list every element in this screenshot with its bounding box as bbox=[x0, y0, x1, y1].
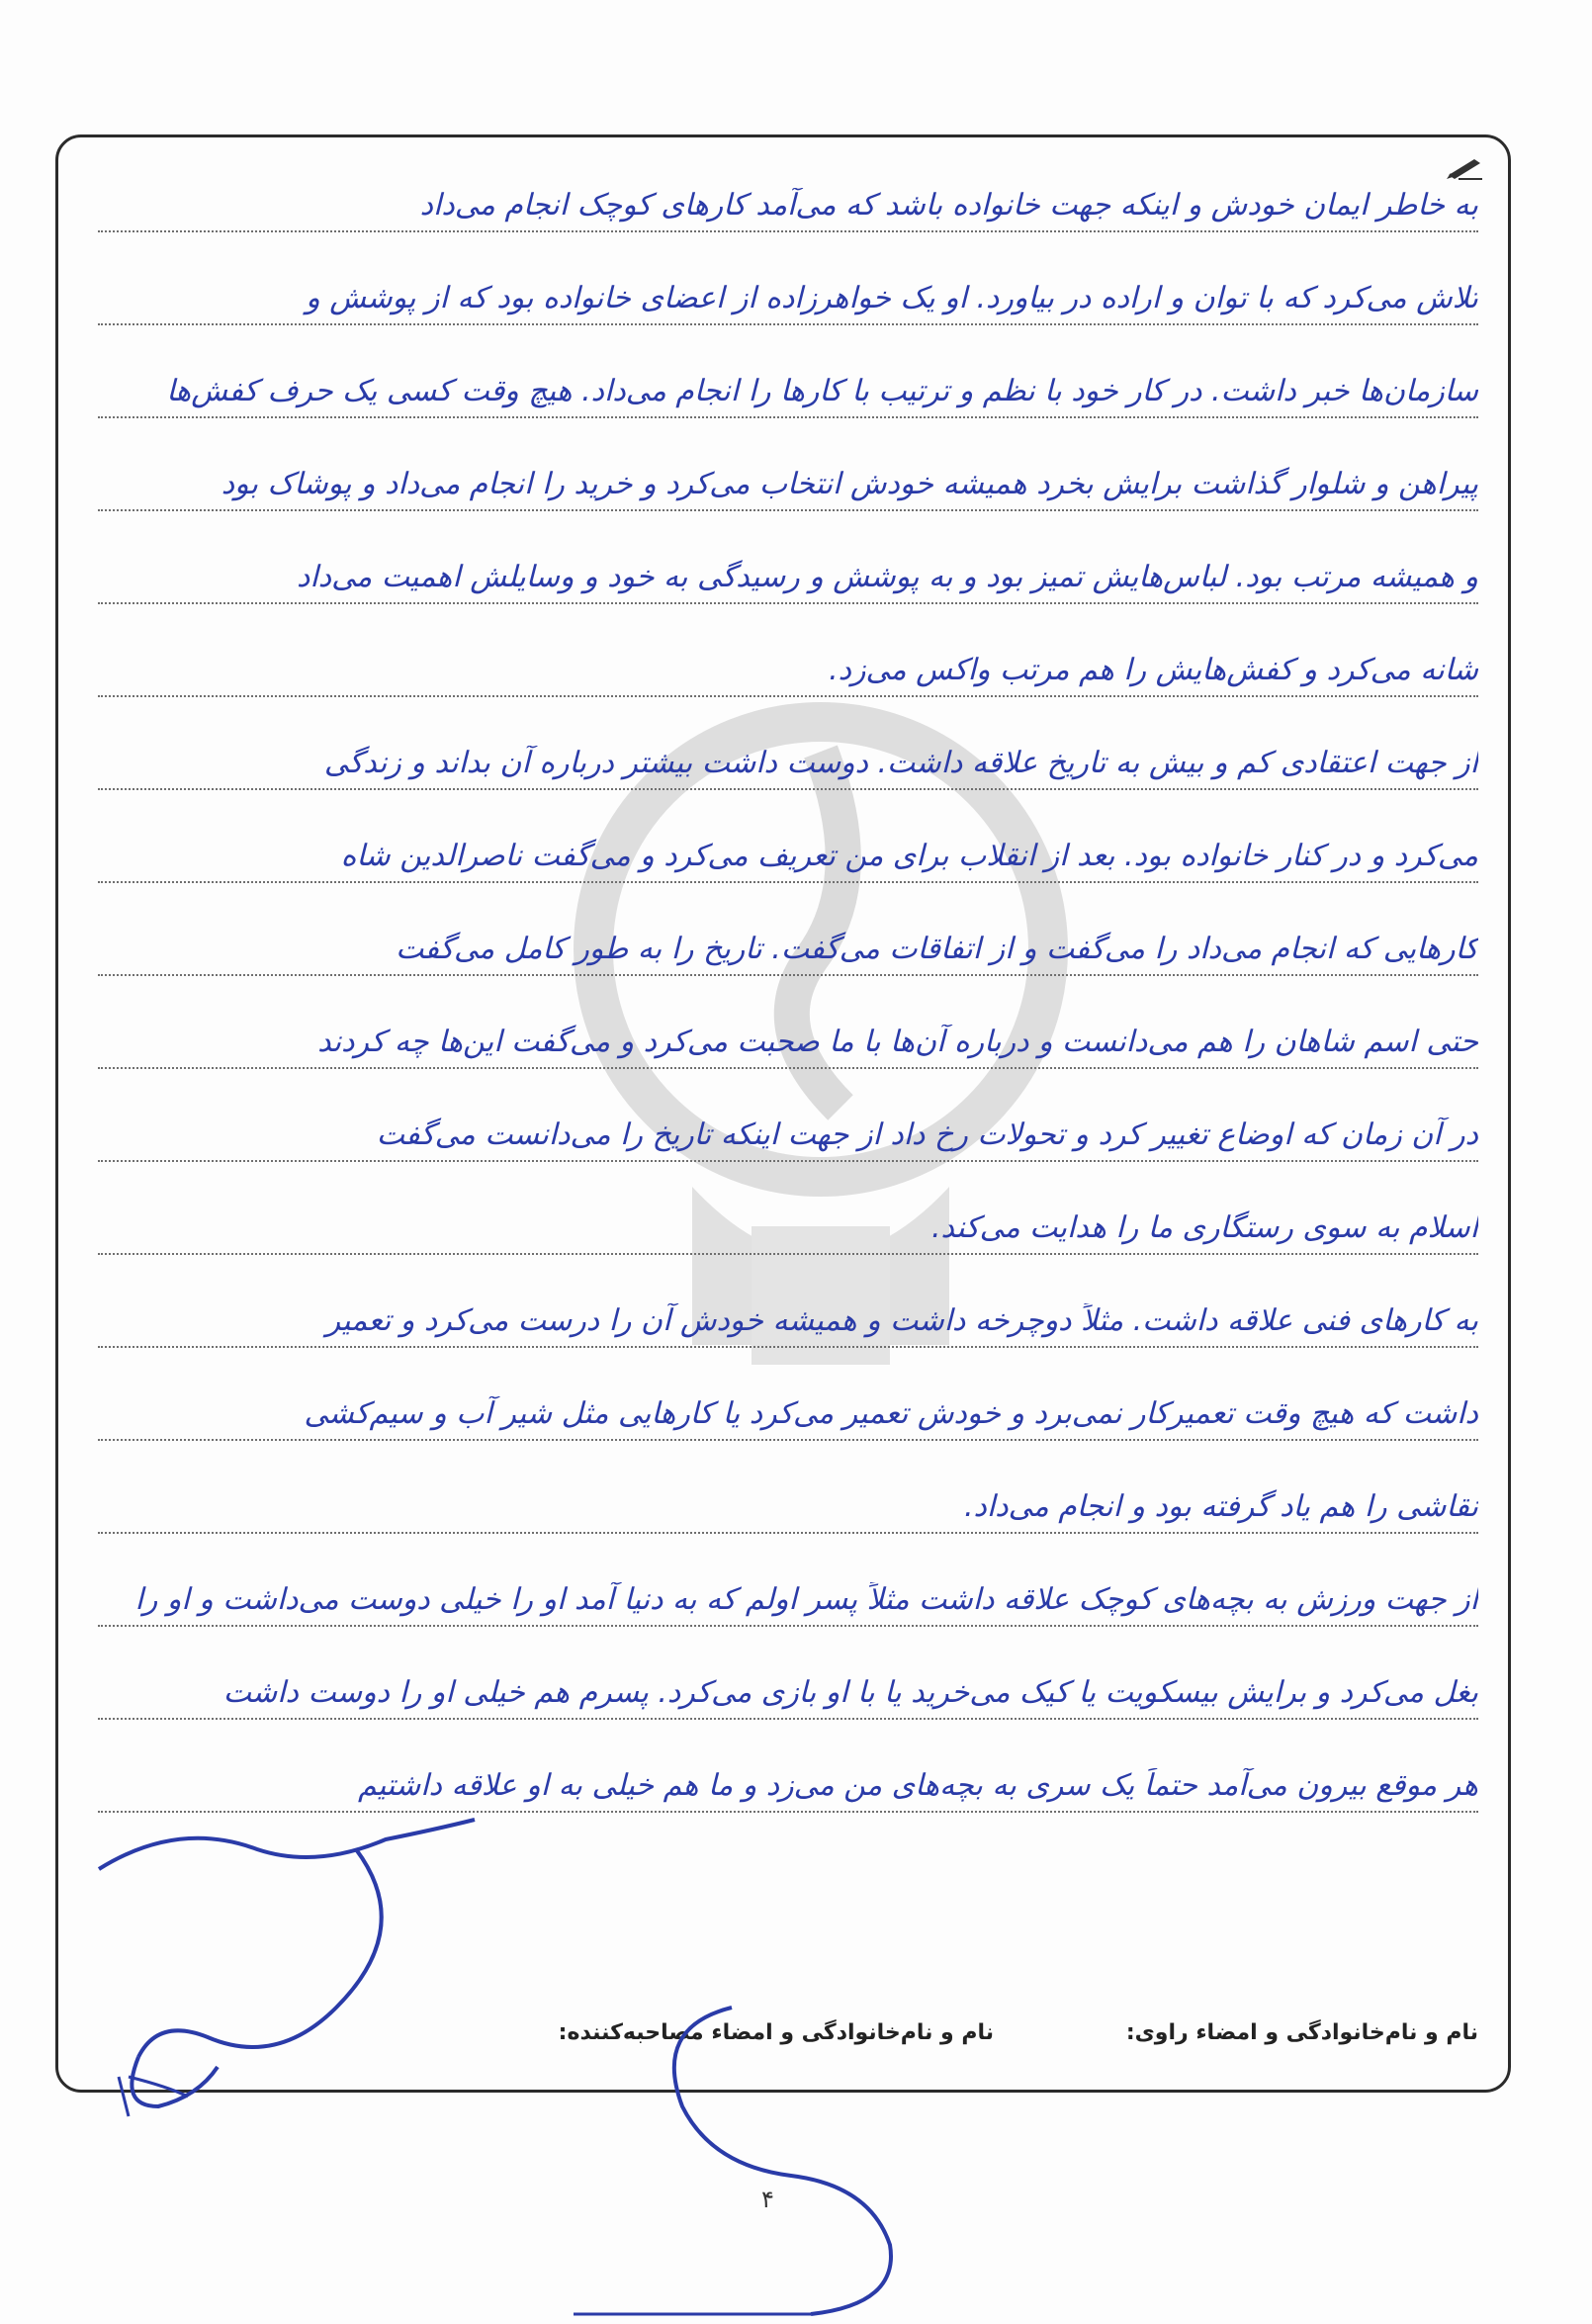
line-text: می‌کرد و در کنار خانواده بود. بعد از انقلاب برای من تعریف می‌کرد و می‌گفت ناصرالدین شاه bbox=[340, 839, 1478, 873]
text-line bbox=[98, 426, 1478, 511]
text-line bbox=[98, 1263, 1478, 1348]
line-text: پیراهن و شلوار گذاشت برایش بخرد همیشه خودش انتخاب می‌کرد و خرید را انجام می‌داد و پوشاک بود bbox=[221, 467, 1478, 501]
line-text: در آن زمان که اوضاع تغییر کرد و تحولات رخ داد از جهت اینکه تاریخ را می‌دانست می‌گفت bbox=[376, 1117, 1478, 1152]
text-line bbox=[98, 705, 1478, 790]
text-line bbox=[98, 1449, 1478, 1534]
narrator-signature bbox=[59, 1810, 514, 2126]
interviewer-signature bbox=[534, 1988, 1088, 2324]
line-text: کارهایی که انجام می‌داد را می‌گفت و از اتفاقات می‌گفت. تاریخ را به طور کامل می‌گفت bbox=[396, 932, 1478, 966]
text-line bbox=[98, 891, 1478, 976]
text-line bbox=[98, 1728, 1478, 1813]
interviewer-signature-label: نام و نام‌خانوادگی و امضاء مصاحبه‌کننده: bbox=[558, 2020, 994, 2045]
line-text: شانه می‌کرد و کفش‌هایش را هم مرتب واکس می‌زد. bbox=[829, 653, 1478, 687]
line-text: داشت که هیچ وقت تعمیرکار نمی‌برد و خودش تعمیر می‌کرد یا کارهایی مثل شیر آب و سیم‌کشی bbox=[304, 1396, 1478, 1431]
line-text: سازمان‌ها خبر داشت. در کار خود با نظم و ترتیب با کارها را انجام می‌داد. هیچ وقت کسی یک حرف کفش‌ها bbox=[166, 374, 1478, 408]
text-line bbox=[98, 984, 1478, 1069]
line-text: و همیشه مرتب بود. لباس‌هایش تمیز بود و به پوشش و رسیدگی به خود و وسایلش اهمیت می‌داد bbox=[297, 560, 1478, 594]
line-text: اسلام به سوی رستگاری ما را هدایت می‌کند. bbox=[930, 1210, 1478, 1245]
text-line bbox=[98, 1542, 1478, 1627]
text-line bbox=[98, 612, 1478, 697]
text-line bbox=[98, 1356, 1478, 1441]
text-line bbox=[98, 240, 1478, 325]
line-text: تلاش می‌کرد که با توان و اراده در بیاورد. او یک خواهرزاده از اعضای خانواده بود که از پوشش و bbox=[306, 281, 1478, 315]
line-text: از جهت اعتقادی کم و بیش به تاریخ علاقه داشت. دوست داشت بیشتر درباره آن بداند و زندگی bbox=[323, 746, 1478, 780]
text-line bbox=[98, 1077, 1478, 1162]
page-number: ۴ bbox=[761, 2186, 774, 2213]
line-text: نقاشی را هم یاد گرفته بود و انجام می‌داد. bbox=[964, 1489, 1478, 1524]
text-line bbox=[98, 798, 1478, 883]
line-text: بغل می‌کرد و برایش بیسکویت یا کیک می‌خرید یا با او بازی می‌کرد. پسرم هم خیلی او را دوست داشت bbox=[222, 1675, 1478, 1710]
page-frame bbox=[55, 134, 1511, 2093]
line-text: از جهت ورزش به بچه‌های کوچک علاقه داشت مثلاً پسر اولم که به دنیا آمد او را خیلی دوست می‌داشت و او را bbox=[134, 1582, 1478, 1617]
line-text: به کارهای فنی علاقه داشت. مثلاً دوچرخه داشت و همیشه خودش آن را درست می‌کرد و تعمیر bbox=[325, 1303, 1478, 1338]
line-text: حتی اسم شاهان را هم می‌دانست و درباره آن‌ها با ما صحبت می‌کرد و می‌گفت این‌ها چه کردند bbox=[317, 1025, 1478, 1059]
text-line bbox=[98, 519, 1478, 604]
text-line bbox=[98, 147, 1478, 232]
handwritten-lines bbox=[98, 137, 1478, 1997]
text-line bbox=[98, 333, 1478, 418]
text-line bbox=[98, 1635, 1478, 1720]
narrator-signature-label: نام و نام‌خانوادگی و امضاء راوی: bbox=[1125, 2020, 1478, 2045]
line-text: هر موقع بیرون می‌آمد حتماً یک سری به بچه‌های من می‌زد و ما هم خیلی به او علاقه داشتیم bbox=[358, 1768, 1478, 1803]
line-text: به خاطر ایمان خودش و اینکه جهت خانواده باشد که می‌آمد کارهای کوچک انجام می‌داد bbox=[419, 188, 1478, 223]
text-line bbox=[98, 1170, 1478, 1255]
